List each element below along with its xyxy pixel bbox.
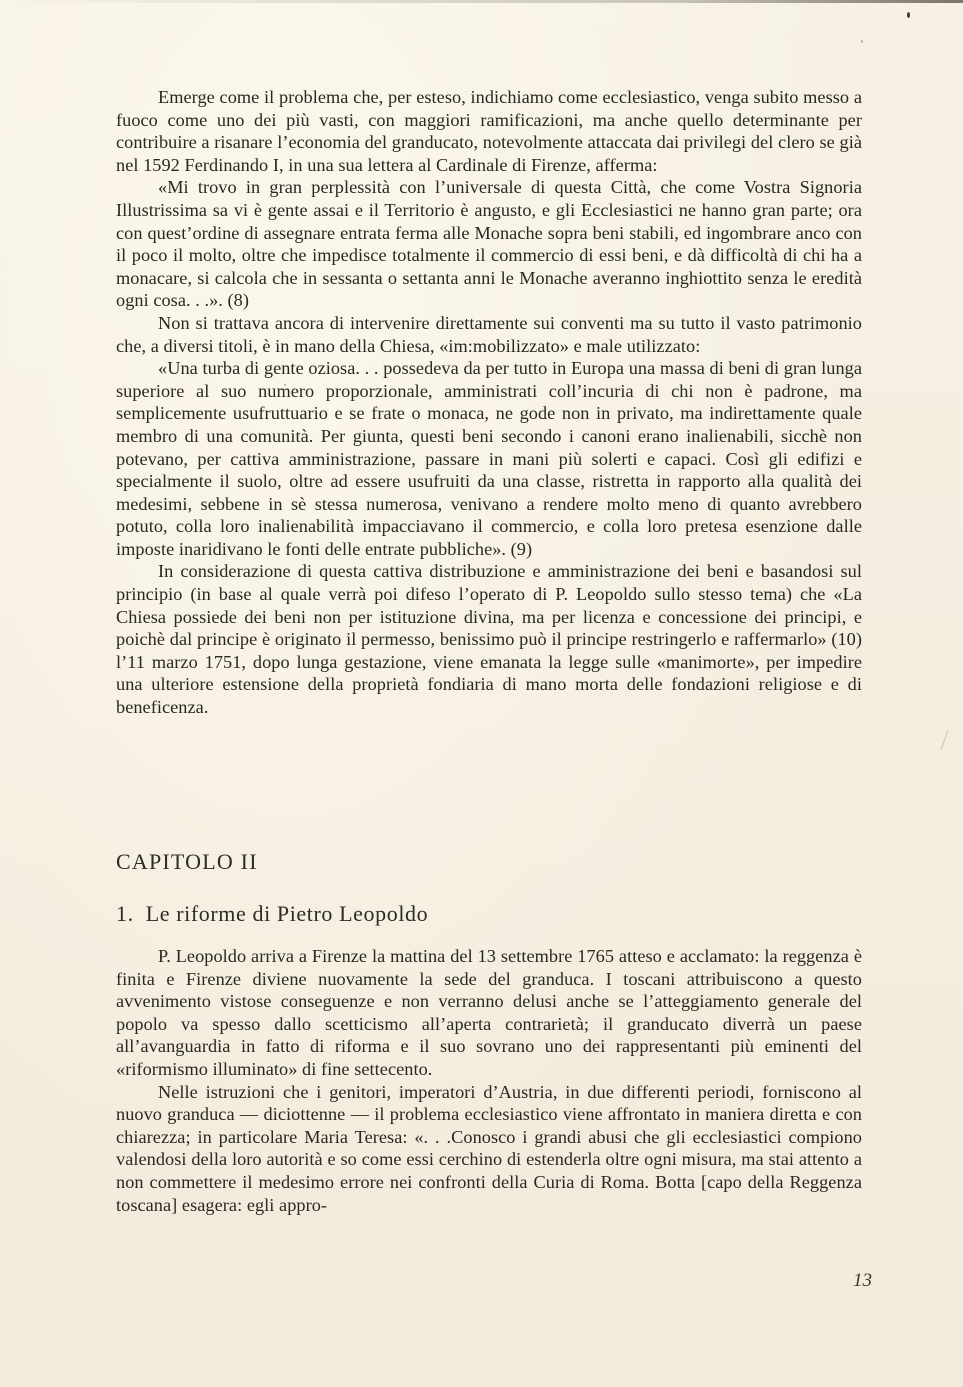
section-title: Le riforme di Pietro Leopoldo [145, 901, 429, 926]
quote-idle-crowd: «Una turba di gente oziosa. . . possedeva da per tutto in Europa una massa di beni di gran lunga superiore al suo numero proporzionale, amministrati coll’incuria di chi non è padrone, ma semplicemente usufruttuario e se frate o monaca, ne gode non in privato, ma indirettamente quale membro di una comunità. Per giunta, questi beni secondo i canoni erano inalienabili, sicchè non potevano, per cattiva amministrazione, passare in mani più solerti e capaci. Così gli edifizi e specialmente il suolo, oltre ad essere usufruiti da una classe, ristretta in rapporto alla qualità dei medesimi, sebbene in sè stessa numerosa, venivano a rendere molto meno di quanto avrebbero potuto, colla loro inalienabilità impacciavano il commercio, e colla loro pretesa esenzione dalle imposte inaridivano le fonti delle entrate pubbliche». (9) [116, 358, 862, 559]
scan-mark [941, 730, 949, 749]
section-text-block [116, 945, 862, 1216]
paragraph-manimorte-law: In considerazione di questa cattiva distribuzione e amministrazione dei beni e basandosi sul principio (in base al quale verrà poi difeso l’operato di P. Leopoldo sullo stesso tema) che «La Chiesa possiede dei beni non per istituzione divina, ma per licenza e concessione dei principi, e poichè dal principe è originato il permesso, benissimo può il principe restringerlo e raffermarlo» (10) l’11 marzo 1751, dopo lunga gestazione, viene emanata la legge sulle «manimorte», per impedire una ulteriore estensione della proprietà fondiaria di mano morta delle fondazioni religiose e di beneficenza. [116, 561, 862, 718]
page-number: 13 [853, 1270, 872, 1291]
section-number: 1. [116, 901, 134, 926]
paragraph-church-patrimony: Non si trattava ancora di intervenire direttamente sui conventi ma su tutto il vasto patrimonio che, a diversi titoli, è in mano della Chiesa, «im:mobilizzato» e male utilizzato: [116, 312, 862, 356]
quote-ferdinando: «Mi trovo in gran perplessità con l’universale di questa Città, che come Vostra Signoria Illustrissima sa vi è gente assai e il Territorio è angusto, e gli Ecclesiastici ne hanno gran parte; ora con quest’ordine di assegnare entrata ferma alle Monache sopra beni stabili, ed ingombrare anco con il poco il molto, oltre che impedisce totalmente il commercio di essi beni, e dà difficoltà di chi ha a monacare, si calcola che in sessanta o settanta anni le Monache averanno inghiottito senza le eredità ogni cosa. . .». (8) [116, 177, 862, 311]
scan-speck [907, 12, 910, 18]
section-heading [116, 900, 428, 928]
chapter-title: CAPITOLO II [116, 849, 258, 874]
paragraph-ecclesiastical-problem: Emerge come il problema che, per esteso, indichiamo come ecclesiastico, venga subito messo a fuoco come uno dei più vasti, con maggiori ramificazioni, ma anche quello determinante per contribuire a risanare l’economia del granducato, notevolmente attaccata dai privilegi del clero se già nel 1592 Ferdinando I, in una sua lettera al Cardinale di Firenze, afferma: [116, 87, 862, 175]
intro-text-block [116, 86, 862, 719]
scan-top-edge [0, 0, 963, 3]
paragraph-parental-instructions: Nelle istruzioni che i genitori, imperatori d’Austria, in due differenti periodi, forniscono al nuovo granduca — diciottenne — il problema ecclesiastico viene affrontato in maniera diretta e con chiarezza; in particolare Maria Teresa: «. . .Conosco i grandi abusi che gli ecclesiastici compiono valendosi della loro autorità e so come essi cerchino di estenderla oltre ogni misura, ma stai attento a non commettere il medesimo errore nei confronti della Curia di Roma. Botta [capo della Reggenza toscana] esagera: egli appro- [116, 1081, 862, 1215]
paragraph-leopoldo-arrival: P. Leopoldo arriva a Firenze la mattina del 13 settembre 1765 atteso e acclamato: la reggenza è finita e Firenze diviene nuovamente la sede del granduca. I toscani attribuiscono a questo avvenimento vistose conseguenze e non verranno delusi anche se l’atteggiamento generale del popolo va spesso dallo scetticismo all’aperta contrarietà; il granducato diverrà un paese all’avanguardia in fatto di riforma e il suo sovrano uno dei rappresentanti più eminenti del «riformismo illuminato» di fine settecento. [116, 946, 862, 1079]
scan-speck [861, 40, 863, 43]
